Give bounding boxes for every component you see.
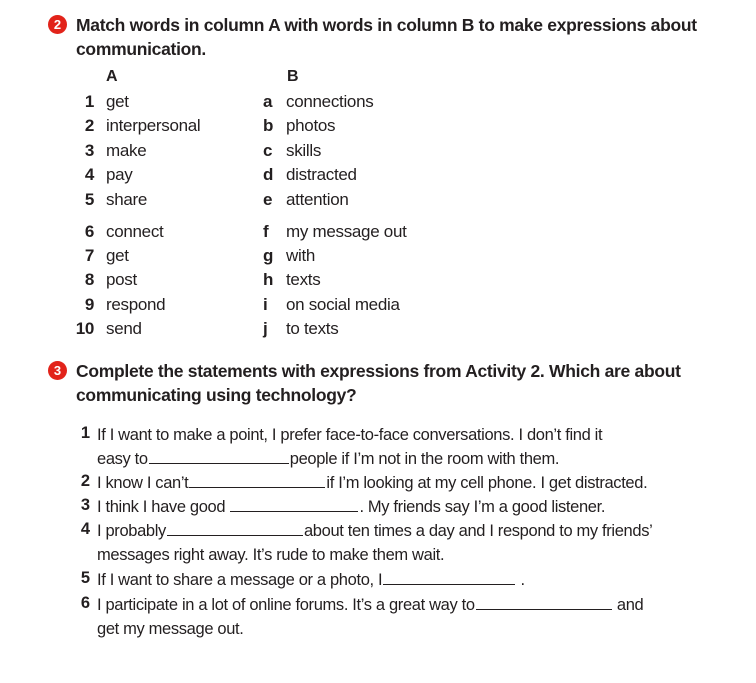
exercise-2-number-badge: 2 <box>48 15 67 34</box>
statement-6-number: 6 <box>80 594 90 612</box>
answer-blank-3[interactable] <box>230 496 358 512</box>
exercise-3-header <box>48 359 706 407</box>
exercise-2-header <box>48 13 706 61</box>
answer-blank-2[interactable] <box>189 472 325 488</box>
statement-2-number: 2 <box>80 472 90 490</box>
answer-blank-4[interactable] <box>167 520 303 536</box>
exercise-3-instructions: Complete the statements with expressions from Activity 2. Which are about communicating using technology? <box>76 361 681 405</box>
statement-1-line-2: easy to people if I’m not in the room with them. <box>97 450 560 468</box>
statement-6-line-1: I participate in a lot of online forums. It’s a great way to and <box>97 596 644 614</box>
statement-1-number: 1 <box>80 424 90 442</box>
statement-3-line-1: I think I have good . My friends say I’m a good listener. <box>97 498 606 516</box>
answer-blank-1[interactable] <box>149 448 289 464</box>
statement-4-line-1: I probably about ten times a day and I respond to my friends’ <box>97 522 653 540</box>
statement-3-number: 3 <box>80 496 90 514</box>
answer-blank-6[interactable] <box>476 594 612 610</box>
statement-6-line-2: get my message out. <box>97 620 244 638</box>
statement-2-line-1: I know I can’t if I’m looking at my cell phone. I get distracted. <box>97 474 648 492</box>
statement-4-line-2: messages right away. It’s rude to make them wait. <box>97 546 445 564</box>
statement-4-number: 4 <box>80 520 90 538</box>
column-a-header: A <box>106 68 118 85</box>
exercise-3-number-badge: 3 <box>48 361 67 380</box>
column-b-header: B <box>287 68 299 85</box>
statement-5-line-1: If I want to share a message or a photo, I . <box>97 571 525 589</box>
answer-blank-5[interactable] <box>383 569 515 585</box>
worksheet-page: 2 Match words in column A with words in column B to make expressions about communication. A B 1 get 2 interpersonal 3 make 4 pay 5 share 6 connect 7 get 8 post 9 respond 10 send a connections b photos c skills d distracted e attention f my message out g with h texts i on social media j to texts 3 Complete the statements with expressions from Activity 2. Which are about communicating using technology? 1 If I want to make a point, I prefer face-to-face conversations. I don’t find it easy to people if I’m not in the room with them. 2 I know I can’t if I’m looking at my cell phone. I get distracted. 3 I think I have good . My friends say I’m a good listener. 4 I probably about ten times a day and I respond to my friends’ messages right away. It’s rude to make them wait. 5 If I want to share a message or a photo, I . 6 I participate in a lot of online forums. It’s a great way to and get my message out. <box>0 0 756 683</box>
exercise-2-instructions: Match words in column A with words in column B to make expressions about communication. <box>76 15 697 59</box>
statement-5-number: 5 <box>80 569 90 587</box>
statement-1-line-1: If I want to make a point, I prefer face-to-face conversations. I don’t find it <box>97 426 603 444</box>
